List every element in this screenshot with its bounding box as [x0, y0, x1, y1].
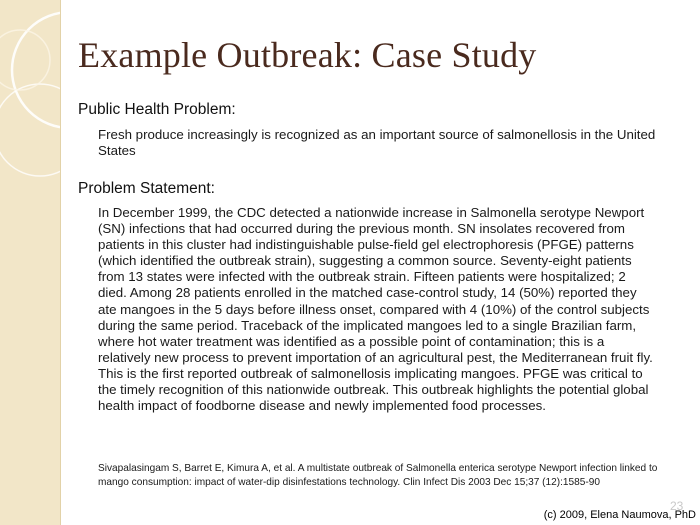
page-number: 23 — [670, 499, 684, 513]
decorative-sidebar — [0, 0, 61, 525]
section-heading-problem-statement: Problem Statement: — [78, 180, 215, 197]
section-heading-public-health-problem: Public Health Problem: — [78, 101, 236, 118]
citation: Sivapalasingam S, Barret E, Kimura A, et al. A multistate outbreak of Salmonella enterica serotype Newport infection linked to mango consumption: impact of water-dip disinfestations technology. Clin Infect Dis 2003 Dec 15;37 (12):1585-90 — [98, 463, 658, 488]
section-body-problem-statement: In December 1999, the CDC detected a nationwide increase in Salmonella serotype Newport (SN) infections that had occurred during the previous month. SN insolates recovered from patients in this cluster had indistinguishable pulse-field gel electrophoresis (PFGE) patterns (which identified the outbreak strain), suggesting a common source. Seventy-eight patients from 13 states were infected with the outbreak strain. Fifteen patients were hospitalized; 2 died. Among 28 patients enrolled in the matched case-control study, 14 (50%) reported they ate mangoes in the 5 days before illness onset, compared with 4 (10%) of the control subjects during the same period. Traceback of the implicated mangoes led to a single Brazilian farm, where hot water treatment was identified as a possible point of contamination; this is a relatively new process to prevent importation of an agricultural pest, the Mediterranean fruit fly. This is the first reported outbreak of salmonellosis implicating mangoes. PFGE was critical to the timely recognition of this nationwide outbreak. This outbreak highlights the potential global health impact of foodborne disease and newly implemented food processes. — [98, 205, 653, 414]
section-body-public-health-problem: Fresh produce increasingly is recognized as an important source of salmonellosis in the United States — [98, 127, 656, 159]
slide-title: Example Outbreak: Case Study — [78, 35, 537, 75]
decorative-rings — [0, 0, 60, 525]
copyright-notice: (c) 2009, Elena Naumova, PhD — [543, 509, 696, 521]
